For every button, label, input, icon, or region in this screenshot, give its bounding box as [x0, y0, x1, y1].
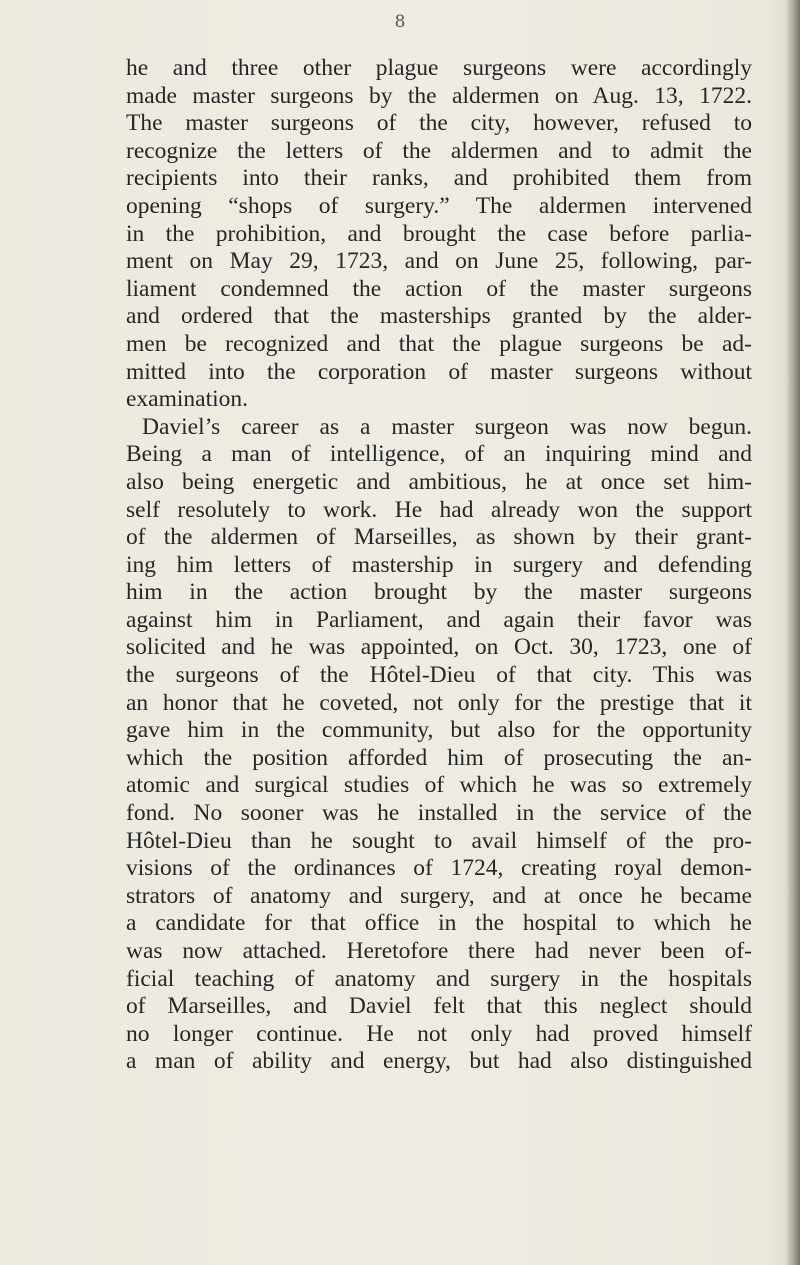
- text-line: a candidate for that office in the hospital to which he: [126, 910, 752, 937]
- text-line: him in the action brought by the master surgeons: [126, 579, 752, 606]
- text-line: recipients into their ranks, and prohibited them from: [126, 165, 752, 192]
- text-line: against him in Parliament, and again their favor was: [126, 606, 752, 633]
- text-line: opening “shops of surgery.” The aldermen intervened: [126, 192, 752, 219]
- text-line: men be recognized and that the plague surgeons be ad-: [126, 330, 752, 357]
- text-line: a man of ability and energy, but had also distinguished: [126, 1048, 752, 1075]
- text-line: Hôtel-Dieu than he sought to avail himself of the pro-: [126, 827, 752, 854]
- text-line: self resolutely to work. He had already won the support: [126, 496, 752, 523]
- text-line: of Marseilles, and Daviel felt that this neglect should: [126, 993, 752, 1020]
- body-text: [126, 55, 752, 1076]
- text-line: strators of anatomy and surgery, and at once he became: [126, 882, 752, 909]
- text-line: examination.: [126, 386, 249, 413]
- text-line: which the position afforded him of prosecuting the an-: [126, 744, 752, 771]
- text-line: Being a man of intelligence, of an inquiring mind and: [126, 441, 752, 468]
- text-line: recognize the letters of the aldermen and to admit the: [126, 137, 752, 164]
- text-line: the surgeons of the Hôtel-Dieu of that city. This was: [126, 662, 752, 689]
- text-line: ing him letters of mastership in surgery and defending: [126, 551, 752, 578]
- text-line: liament condemned the action of the master surgeons: [126, 275, 752, 302]
- text-line: was now attached. Heretofore there had never been of-: [126, 938, 752, 964]
- text-line: in the prohibition, and brought the case before parlia-: [126, 220, 752, 247]
- text-line: The master surgeons of the city, however, refused to: [126, 110, 752, 137]
- text-line: no longer continue. He not only had proved himself: [126, 1020, 752, 1047]
- text-line: of the aldermen of Marseilles, as shown by their grant-: [126, 524, 752, 551]
- page-edge-shadow: [786, 0, 800, 1265]
- text-line: also being energetic and ambitious, he at once set him-: [126, 468, 752, 495]
- text-line: Daviel’s career as a master surgeon was now begun.: [142, 413, 752, 440]
- text-line: ficial teaching of anatomy and surgery in the hospitals: [126, 965, 752, 992]
- text-line: mitted into the corporation of master surgeons without: [126, 358, 752, 385]
- text-line: he and three other plague surgeons were accordingly: [126, 55, 752, 81]
- text-line: atomic and surgical studies of which he was so extremely: [126, 772, 752, 799]
- text-line: fond. No sooner was he installed in the service of the: [126, 800, 752, 827]
- text-line: gave him in the community, but also for the opportunity: [126, 717, 752, 744]
- text-line: ment on May 29, 1723, and on June 25, following, par-: [126, 248, 752, 275]
- text-line: an honor that he coveted, not only for the prestige that it: [126, 689, 752, 716]
- text-line: solicited and he was appointed, on Oct. 30, 1723, one of: [126, 634, 752, 661]
- text-line: made master surgeons by the aldermen on Aug. 13, 1722.: [126, 82, 752, 109]
- text-line: visions of the ordinances of 1724, creating royal demon-: [126, 855, 752, 882]
- page-number: 8: [394, 12, 406, 32]
- text-line: and ordered that the masterships granted by the alder-: [126, 303, 752, 330]
